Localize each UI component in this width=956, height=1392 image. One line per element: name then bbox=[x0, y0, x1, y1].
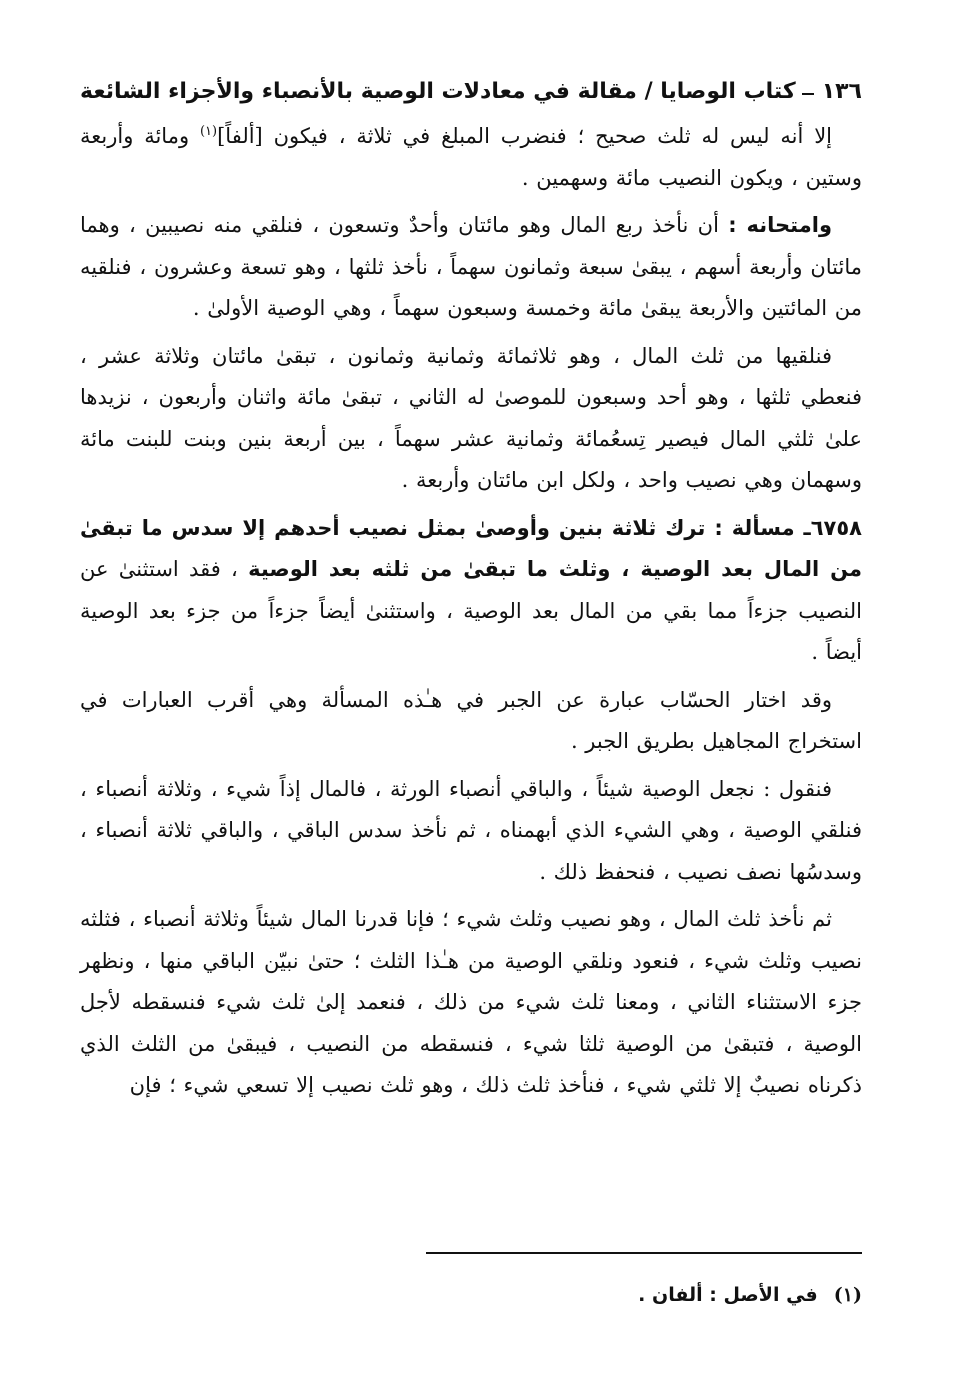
issue-label: مسألة : bbox=[705, 515, 804, 540]
paragraph-5-text: وقد اختار الحسّاب عبارة عن الجبر في هـٰذه المسألة وهي أقرب العبارات في استخراج المجاهيل بطريق الجبر . bbox=[80, 687, 862, 753]
issue-6758 bbox=[80, 508, 862, 674]
footnote-text: في الأصل : ألفان . bbox=[638, 1284, 818, 1306]
issue-statement: ترك ثلاثة بنين وأوصىٰ بمثل نصيب أحدهم إلا سدس ما تبقىٰ من المال بعد الوصية ، وثلث ما تبقىٰ من ثلثه بعد الوصية bbox=[80, 515, 862, 581]
body-text bbox=[80, 116, 862, 1107]
footnote-marker: (١) bbox=[199, 124, 218, 139]
paragraph-6-text: فنقول : نجعل الوصية شيئاً ، والباقي أنصباء الورثة ، فالمال إذاً شيء ، وثلاثة أنصباء ، فنلقي الوصية ، وهي الشيء الذي أبهمناه ، ثم نأخذ سدس الباقي ، والباقي ثلاثة أنصباء ، وسدسُها نصف نصيب ، فنحفظ ذلك . bbox=[80, 776, 862, 884]
running-title: كتاب الوصايا / مقالة في معادلات الوصية بالأنصباء والأجزاء الشائعة bbox=[80, 79, 796, 104]
paragraph-7 bbox=[80, 899, 862, 1107]
footnote-1 bbox=[80, 1280, 862, 1310]
paragraph-3-text: فنلقيها من ثلث المال ، وهو ثلاثمائة وثمانية وثمانون ، تبقىٰ مائتان وثلاثة عشر ، فنعطي ثلثها ، وهو أحد وسبعون للموصىٰ له الثاني ، تبقىٰ مائة واثنان وأربعون ، نزيدها علىٰ ثلثي المال فيصير تِسعُمائة وثمانية عشر سهماً ، بين أربعة بنين وبنت للبنت مائة وسهمان وهي نصيب واحد ، ولكل ابن مائتان وأربعة . bbox=[80, 343, 862, 492]
paragraph-1 bbox=[80, 116, 862, 199]
paragraph-5 bbox=[80, 680, 862, 763]
examination-lead: وامتحانه : bbox=[728, 213, 832, 237]
paragraph-1-text-b: ومائة وأربعة وستين ، ويكون النصيب مائة وسهمين . bbox=[80, 124, 862, 190]
footnotes bbox=[80, 1280, 862, 1310]
paragraph-7-text: ثم نأخذ ثلث المال ، وهو نصيب وثلث شيء ؛ فإنا قدرنا المال شيئاً وثلاثة أنصباء ، فثلثه نصيب وثلث شيء ، فنعود ونلقي الوصية من هـٰذا الثلث ؛ حتىٰ نبيّن الباقي منها ، ونظهر جزء الاستثناء الثاني ، ومعنا ثلث شيء من ذلك ، فنعمد إلىٰ ثلث شيء فنسقطه لأجل الوصية ، فتبقىٰ من الوصية ثلثا شيء ، فنسقطه من النصيب ، فيبقىٰ من الثلث الذي ذكرناه نصيبٌ إلا ثلثي شيء ، فنأخذ ثلث ذلك ، وهو ثلث نصيب إلا تسعي شيء ؛ فإن bbox=[80, 907, 862, 1097]
issue-number: ٦٧٥٨ـ bbox=[803, 515, 862, 540]
issue-text: ، فقد استثنىٰ عن النصيب جزءاً مما بقي من المال بعد الوصية ، واستثنىٰ أيضاً جزءاً من جزء بعد الوصية أيضاً . bbox=[80, 557, 862, 664]
paragraph-3 bbox=[80, 336, 862, 502]
footnote-divider bbox=[426, 1252, 862, 1254]
header-rule bbox=[802, 93, 814, 95]
examination-text: أن نأخذ ربع المال وهو مائتان وأحدٌ وتسعون ، فنلقي منه نصيبين ، وهما مائتان وأربعة أسهم ، يبقىٰ سبعة وثمانون سهماً ، نأخذ ثلثها ، وهو تسعة وعشرون ، فنلقيه من المائتين والأربعة يبقىٰ مائة وخمسة وسبعون سهماً ، وهي الوصية الأولىٰ . bbox=[80, 213, 862, 320]
paragraph-1-text-a: إلا أنه ليس له ثلث صحيح ؛ فنضرب المبلغ في ثلاثة ، فيكون [ألفاً] bbox=[217, 124, 833, 148]
running-header bbox=[80, 72, 862, 112]
paragraph-6 bbox=[80, 769, 862, 894]
footnote-number: (١) bbox=[833, 1284, 862, 1306]
page-number: ١٣٦ bbox=[821, 79, 862, 104]
paragraph-examination bbox=[80, 205, 862, 330]
book-page bbox=[80, 72, 862, 1306]
